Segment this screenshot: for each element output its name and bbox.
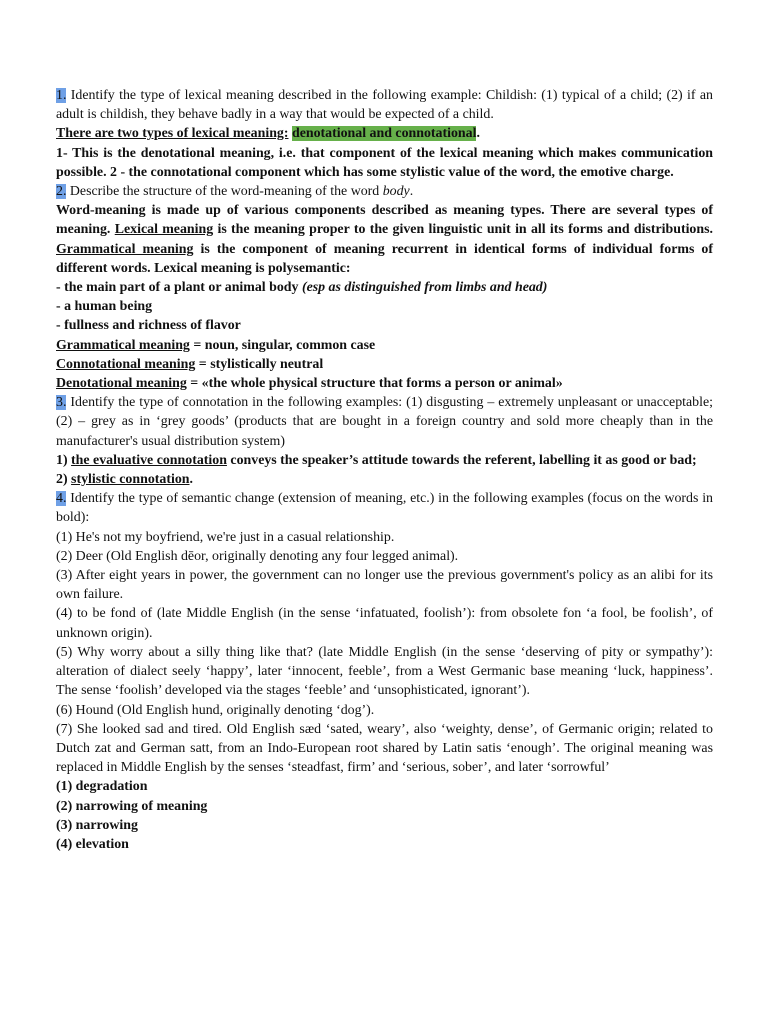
question-number-highlight: 2. <box>56 184 67 200</box>
question-text: Identify the type of lexical meaning described in the following example: Childish: (1) typical of a child; (2) if an adult is childish, they behave badly in a way that would be expected of a child. <box>56 88 713 123</box>
example-item: (7) She looked sad and tired. Old English sæd ‘sated, weary’, also ‘weighty, dense’, of Germanic origin; related to Dutch zat and German satt, from an Indo-European root shared by Latin satis ‘enough’. The original meaning was replaced in Middle English by the senses ‘steadfast, firm’ and ‘serious, sober’, and later ‘sorrowful’ <box>56 721 713 776</box>
example-item: (4) to be fond of (late Middle English (in the sense ‘infatuated, foolish’): from obsolete fon ‘a fool, be foolish’, of unknown origin). <box>56 606 713 641</box>
answer-end: . <box>476 126 480 142</box>
question-number-highlight: 3. <box>56 395 67 411</box>
item-number: 1) <box>56 452 72 468</box>
line-value: = noun, singular, common case <box>189 337 376 353</box>
denotational-meaning-line <box>56 374 713 393</box>
item-number: 2) <box>56 472 72 488</box>
paragraph-text: is the component of meaning recurrent in identical forms of individual forms of different words. Lexical meaning is polysemantic: <box>56 241 714 276</box>
question-1 <box>56 86 713 124</box>
answer-lead: There are two types of lexical meaning: <box>56 126 289 142</box>
grammatical-meaning-line <box>56 336 713 355</box>
sense-text: - the main part of a plant or animal body <box>56 280 302 296</box>
item-term: stylistic connotation <box>71 472 190 488</box>
question-text: Describe the structure of the word-meaning of the word <box>66 184 383 200</box>
sense-note: (esp as distinguished from limbs and head) <box>301 280 548 296</box>
item-text: conveys the speaker’s attitude towards the referent, labelling it as good or bad; <box>226 452 697 468</box>
sense-item <box>56 278 713 297</box>
question-2 <box>56 182 713 201</box>
question-number-highlight: 4. <box>56 491 67 507</box>
line-value: = «the whole physical structure that forms a person or animal» <box>186 376 563 392</box>
line-label: Connotational meaning <box>56 356 196 372</box>
line-label: Denotational meaning <box>56 376 187 392</box>
question-word: body <box>382 184 410 200</box>
answer-item: (1) degradation <box>56 779 148 795</box>
answer-3-item-1 <box>56 451 713 470</box>
example-item: (6) Hound (Old English hund, originally denoting ‘dog’). <box>56 702 375 718</box>
question-text: Identify the type of connotation in the following examples: (1) disgusting – extremely unpleasant or unacceptable; (2) – grey as in ‘grey goods’ (products that are bought in a foreign country and sold more cheaply than in the manufacturer's usual distribution system) <box>56 395 713 449</box>
answer-item: (3) narrowing <box>56 817 138 833</box>
question-4 <box>56 489 713 527</box>
line-value: = stylistically neutral <box>195 356 324 372</box>
term-lexical-meaning: Lexical meaning <box>114 222 214 238</box>
answer-3-item-2 <box>56 470 713 489</box>
example-item: (3) After eight years in power, the government can no longer use the previous government's policy as an alibi for its own failure. <box>56 568 713 603</box>
example-item: (2) Deer (Old English dēor, originally denoting any four legged animal). <box>56 548 459 564</box>
question-3 <box>56 393 713 451</box>
answer-2-paragraph <box>56 201 713 278</box>
question-text-end: . <box>409 184 414 200</box>
example-item: (5) Why worry about a silly thing like that? (late Middle English (in the sense ‘deserving of pity or sympathy’): alteration of dialect seely ‘happy’, later ‘innocent, feeble’, from a West Germanic base meaning ‘luck, happiness’. The sense ‘foolish’ developed via the stages ‘feeble’ and ‘unsophisticated, ignorant’). <box>56 644 713 699</box>
paragraph-text: Word-meaning is made up of various components described as meaning types. There are several types of meaning. <box>56 203 713 238</box>
question-text: Identify the type of semantic change (extension of meaning, etc.) in the following examples (focus on the words in bold): <box>56 491 713 526</box>
item-term: the evaluative connotation <box>71 452 227 468</box>
paragraph-text: is the meaning proper to the given linguistic unit in all its forms and distributions. <box>213 222 713 238</box>
question-number-highlight: 1. <box>56 88 67 103</box>
line-label: Grammatical meaning <box>56 337 190 353</box>
sense-item: - a human being <box>56 299 153 315</box>
answer-highlight: denotational and connotational <box>291 126 477 142</box>
connotational-meaning-line <box>56 355 713 374</box>
sense-item: - fullness and richness of flavor <box>56 318 241 334</box>
document-page <box>56 86 713 854</box>
item-end: . <box>189 472 193 488</box>
answer-item: (4) elevation <box>56 836 129 852</box>
term-grammatical-meaning: Grammatical meaning <box>56 241 194 257</box>
answer-1-summary <box>56 124 713 143</box>
answer-1-explanation: 1- This is the denotational meaning, i.e. that component of the lexical meaning which makes communication possible. 2 - the connotational component which has some stylistic value of the word, the emotive charge. <box>56 145 713 180</box>
answer-item: (2) narrowing of meaning <box>56 798 208 814</box>
example-item: (1) He's not my boyfriend, we're just in a casual relationship. <box>56 529 395 545</box>
